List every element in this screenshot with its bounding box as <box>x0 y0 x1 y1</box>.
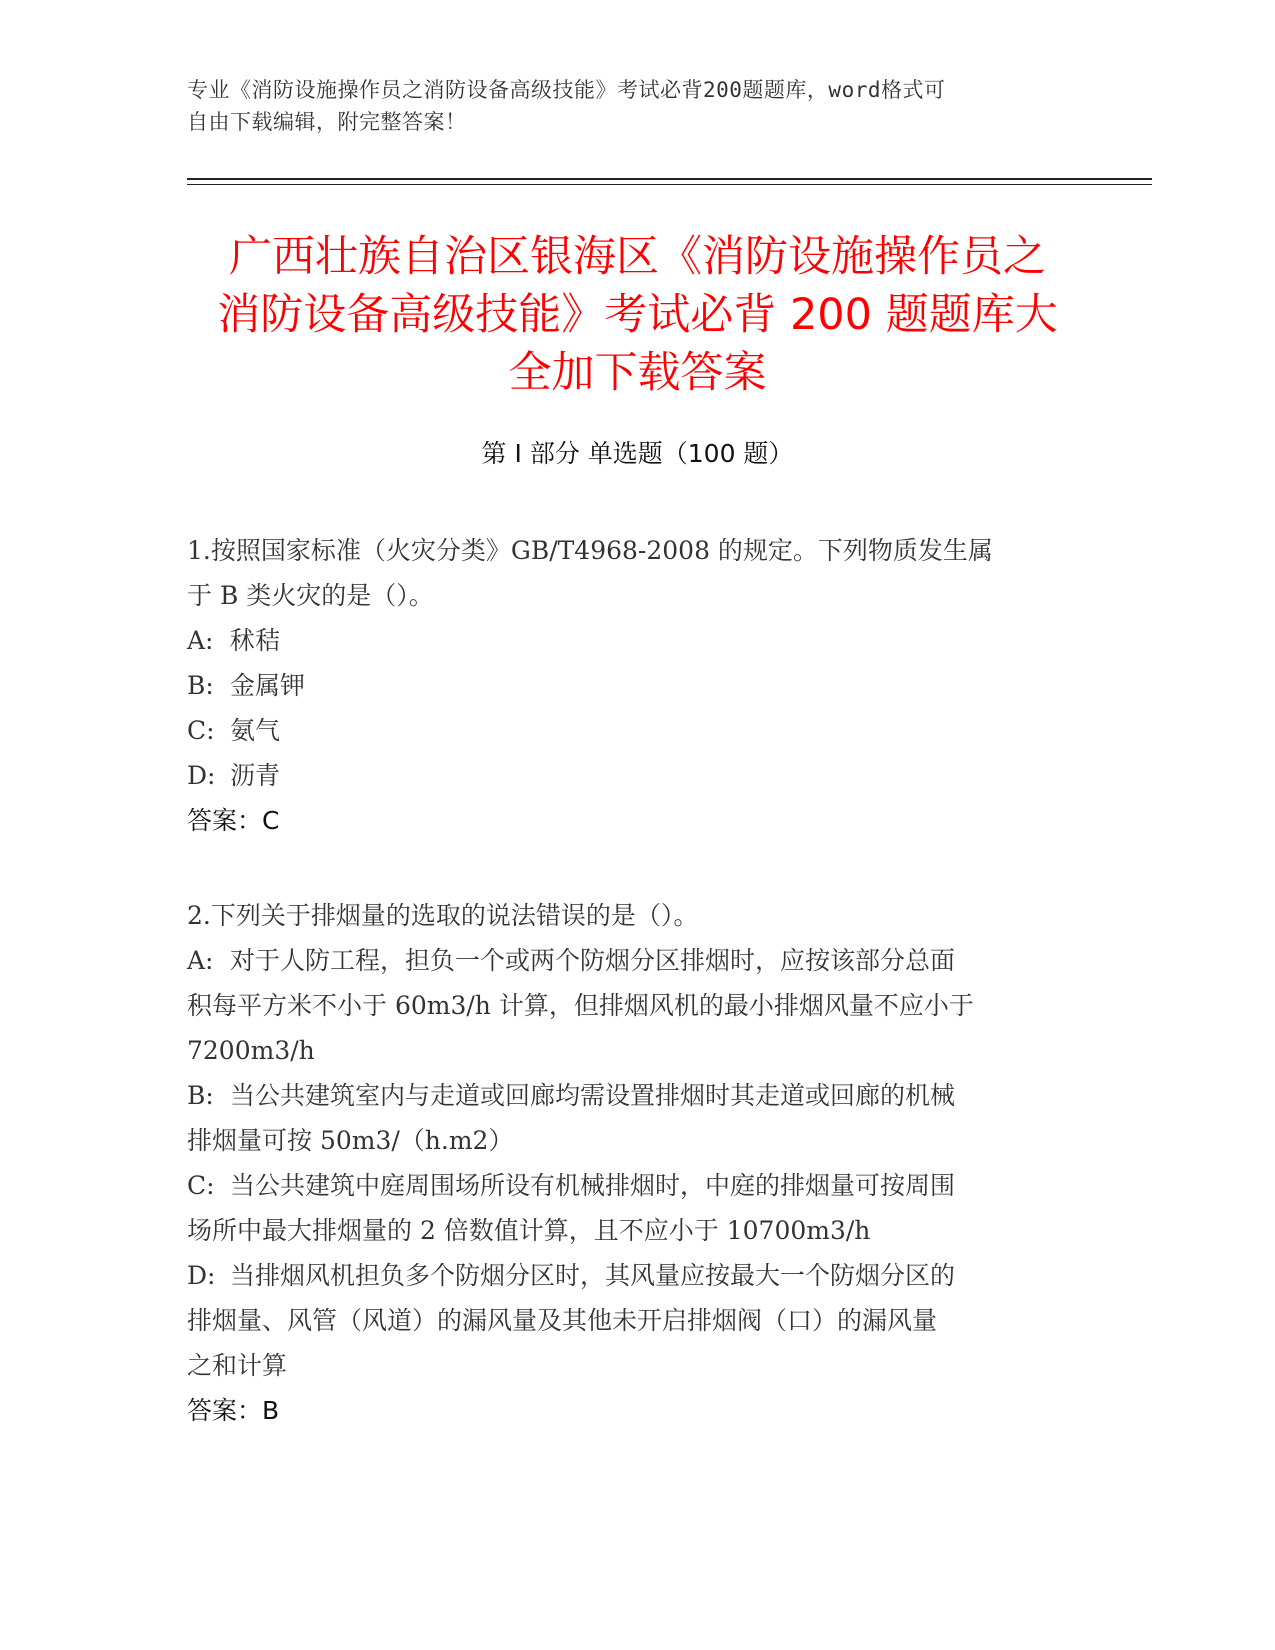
option-key: B: <box>187 1081 214 1110</box>
option-text-line: 积每平方米不小于 60m3/h 计算，但排烟风机的最小排烟风量不应小于 <box>187 991 974 1020</box>
option-key: D: <box>187 761 216 790</box>
option-key: C: <box>187 1171 215 1200</box>
option-text-line: 排烟量、风管（风道）的漏风量及其他未开启排烟阀（口）的漏风量 <box>187 1306 938 1335</box>
option-text-line: 当公共建筑室内与走道或回廊均需设置排烟时其走道或回廊的机械 <box>230 1081 956 1110</box>
option-text-line: 7200m3/h <box>187 1036 315 1065</box>
answer-line: 答案：B <box>187 1396 280 1425</box>
option-text: 氨气 <box>230 716 281 745</box>
header-divider-thin <box>187 184 1152 185</box>
header-note-line: 自由下载编辑，附完整答案！ <box>187 110 467 134</box>
header-note <box>187 74 1087 138</box>
question-stem <box>187 528 1087 618</box>
question-stem: 2.下列关于排烟量的选取的说法错误的是（）。 <box>187 901 699 930</box>
option-d <box>187 1253 1087 1388</box>
option-a <box>187 938 1087 1073</box>
header-note-line: 专业《消防设施操作员之消防设备高级技能》考试必背200题题库，word格式可 <box>187 78 946 102</box>
option-key: D: <box>187 1261 216 1290</box>
answer-line: 答案：C <box>187 806 280 835</box>
question-stem-line: 于 B 类火灾的是（）。 <box>187 581 434 610</box>
title-line: 消防设备高级技能》考试必背 200 题题库大 <box>217 290 1058 340</box>
option-a <box>187 618 1087 663</box>
option-key: C: <box>187 716 215 745</box>
option-text-line: 对于人防工程，担负一个或两个防烟分区排烟时，应按该部分总面 <box>230 946 956 975</box>
option-d <box>187 753 1087 798</box>
option-text-line: 场所中最大排烟量的 2 倍数值计算，且不应小于 10700m3/h <box>187 1216 871 1245</box>
title-line: 广西壮族自治区银海区《消防设施操作员之 <box>229 232 1046 282</box>
question-1 <box>187 528 1087 843</box>
question-stem-line: 1.按照国家标准（火灾分类》GB/T4968-2008 的规定。下列物质发生属 <box>187 536 993 565</box>
option-b <box>187 1073 1087 1163</box>
option-text-line: 当公共建筑中庭周围场所设有机械排烟时，中庭的排烟量可按周围 <box>230 1171 956 1200</box>
option-text: 秫秸 <box>230 626 281 655</box>
option-key: A: <box>187 626 214 655</box>
option-text-line: 之和计算 <box>187 1351 288 1380</box>
option-b <box>187 663 1087 708</box>
option-text-line: 排烟量可按 50m3/（h.m2） <box>187 1126 514 1155</box>
section-heading: 第 I 部分 单选题（100 题） <box>481 439 794 468</box>
option-key: B: <box>187 671 214 700</box>
option-c <box>187 708 1087 753</box>
option-c <box>187 1163 1087 1253</box>
question-2 <box>187 893 1087 1433</box>
title-line: 全加下载答案 <box>508 348 767 398</box>
header-divider-thick <box>187 178 1152 180</box>
option-text: 金属钾 <box>230 671 306 700</box>
document-title <box>140 228 1135 402</box>
option-key: A: <box>187 946 214 975</box>
option-text-line: 当排烟风机担负多个防烟分区时，其风量应按最大一个防烟分区的 <box>230 1261 956 1290</box>
option-text: 沥青 <box>230 761 281 790</box>
